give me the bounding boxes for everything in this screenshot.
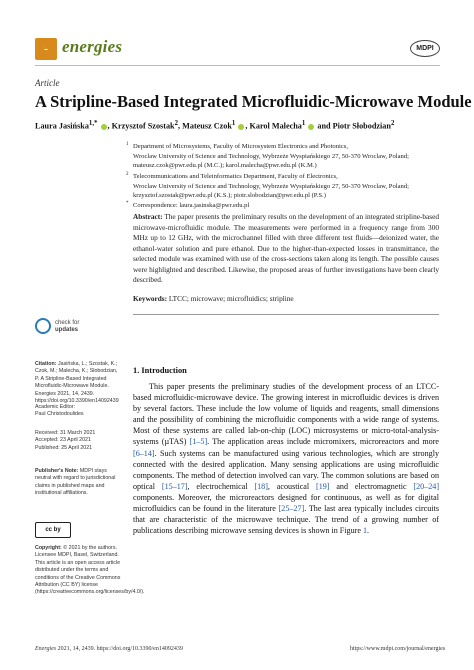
citation-link[interactable]: [18] bbox=[254, 481, 268, 491]
orcid-icon[interactable] bbox=[101, 124, 107, 130]
journal-logo-icon bbox=[35, 38, 57, 60]
footer-citation: Energies 2021, 14, 2439. https://doi.org/10.3390/en14092439 bbox=[35, 646, 183, 652]
author-affil-sup: 1 bbox=[231, 120, 236, 127]
mdpi-logo-icon: MDPI bbox=[410, 40, 440, 57]
correspondence: * Correspondence: laura.jasinska@pwr.edu.pl bbox=[126, 201, 250, 209]
publication-dates: Received: 31 March 2021 Accepted: 23 April 2021 Published: 25 April 2021 bbox=[35, 430, 96, 451]
check-for-updates-link[interactable]: check for updates bbox=[55, 320, 80, 333]
author-affil-sup: 2 bbox=[390, 120, 395, 127]
author-name: Laura Jasińska bbox=[35, 121, 89, 131]
citation-link[interactable]: [15–17] bbox=[161, 481, 188, 491]
affiliation-2: 2 Telecommunications and Teleinformatics Department, Faculty of Electronics, Wroclaw University of Science and Technology, Wybrzeże Wyspiańskiego 27, 50-370 Wroclaw, Poland; krzysztof.szostak@pwr.edu.pl (K.S.); piotr.slobodzian@pwr.edu.pl (P.S.) bbox=[126, 172, 409, 200]
abstract-divider bbox=[133, 314, 439, 315]
paper-title: A Stripline-Based Integrated Microfluidic-Microwave Module bbox=[35, 92, 472, 111]
figure-link[interactable]: 1 bbox=[362, 526, 368, 536]
publisher-note: Publisher's Note: MDPI stays neutral with regard to jurisdictional claims in published maps and institutional affiliations. bbox=[35, 468, 116, 497]
keywords-label: Keywords: bbox=[133, 294, 168, 303]
citation-link[interactable]: [6–14] bbox=[133, 448, 155, 458]
orcid-icon[interactable] bbox=[238, 124, 244, 130]
author-affil-sup: 1 bbox=[301, 120, 306, 127]
intro-paragraph: This paper presents the preliminary studies of the development process of an LTCC-based microfluidic-microwave device. The growing interest in microfluidic devices is driven by several factors. These include the low volume of liquids and reagents, small dimensions and the possibility of combining the microfluidic components with a wide range of systems. Most of these systems are called lab-on-chip (LOC) microsystems or micro-total-analysis-systems (µTAS) [1–5]. The application areas include micromixers, microreactors and more [6–14]. Such systems can be manufactured using various technologies, which are strongly connected with the desired application. Many sensing applications are using microfluidic components. The method of detection involved can vary. The common solutions are based on optical [15–17], electrochemical [18], acoustical [19] and electromagnetic [20–24] components. Moreover, the microreactors designed for continuous, as well as for digital microfluidics can be found in the literature [25–27]. The last area typically includes circuits that are characteristic of the microwave technique. The trend of a growing number of publications describing microwave sensing devices is shown in Figure 1. bbox=[133, 382, 440, 536]
copyright-block: Copyright: © 2021 by the authors. Licensee MDPI, Basel, Switzerland. This article is an open access article distributed under the terms and conditions of the Creative Commons Attribution (CC BY) license (https://creativecommons.org/licenses/by/4.0/). bbox=[35, 545, 145, 596]
footer-journal-url[interactable]: https://www.mdpi.com/journal/energies bbox=[350, 646, 446, 652]
author-name: Krzysztof Szostak bbox=[111, 121, 175, 131]
cc-license-icon[interactable]: cc by bbox=[35, 522, 71, 538]
citation-block: Citation: Jasińska, L.; Szostak, K.; Czok, M.; Malecha, K.; Słobodzian, P. A Stripline-Based Integrated Microfluidic-Microwave Module. Energies 2021, 14, 2439. https://doi.org/10.3390/en14092439 bbox=[35, 361, 119, 405]
author-affil-sup: 2 bbox=[174, 120, 179, 127]
header-divider bbox=[35, 65, 440, 66]
citation-link[interactable]: [19] bbox=[316, 481, 330, 491]
abstract-text: The paper presents the preliminary results on the development of an integrated stripline-based microwave-microfluidic module. The measurements were performed in a frequency range from 300 MHz up to 12 GHz, with the microchannel filled with three different test fluids—deionized water, the ethanol-water solution and pure ethanol. Due to the higher-than-expected losses in transmittance, the selected module was examined with use of the cross-sections taken along its length. The possible causes were highlighted and described. Likewise, the proposed areas of further investigations have been clearly described. bbox=[133, 212, 439, 284]
section-heading: 1. Introduction bbox=[133, 366, 187, 375]
author-list: Laura Jasińska$^{1,*}$ , Krzysztof Szostak$^2$, Mateusz Czok$^1$ , Karol Malecha$^1$ and Piotr Słobodzian$^2$ bbox=[35, 120, 395, 131]
author-name: Mateusz Czok bbox=[182, 121, 232, 131]
citation-link[interactable]: [20–24] bbox=[413, 481, 440, 491]
citation-link[interactable]: [1–5] bbox=[189, 437, 208, 447]
abstract bbox=[133, 212, 439, 286]
keywords bbox=[133, 294, 439, 303]
citation-link[interactable]: [25–27] bbox=[278, 504, 305, 514]
author-name: Piotr Słobodzian bbox=[332, 121, 391, 131]
affiliation-1: 1 Department of Microsystems, Faculty of Microsystem Electronics and Photonics, Wroclaw University of Science and Technology, Wybrzeże Wyspiańskiego 27, 50-370 Wroclaw, Poland; mateusz.czok@pwr.edu.pl (M.C.); karol.malecha@pwr.edu.pl (K.M.) bbox=[126, 142, 409, 170]
article-type: Article bbox=[35, 78, 60, 88]
author-affil-sup: 1,* bbox=[88, 120, 98, 127]
author-name: Karol Malecha bbox=[249, 121, 302, 131]
keywords-text: LTCC; microwave; microfluidics; stripline bbox=[168, 294, 294, 303]
orcid-icon[interactable] bbox=[308, 124, 314, 130]
abstract-label: Abstract: bbox=[133, 212, 163, 221]
academic-editor: Academic Editor: Paul Christodoulides bbox=[35, 404, 84, 418]
journal-name: energies bbox=[62, 37, 123, 56]
check-for-updates-icon[interactable] bbox=[35, 318, 51, 334]
